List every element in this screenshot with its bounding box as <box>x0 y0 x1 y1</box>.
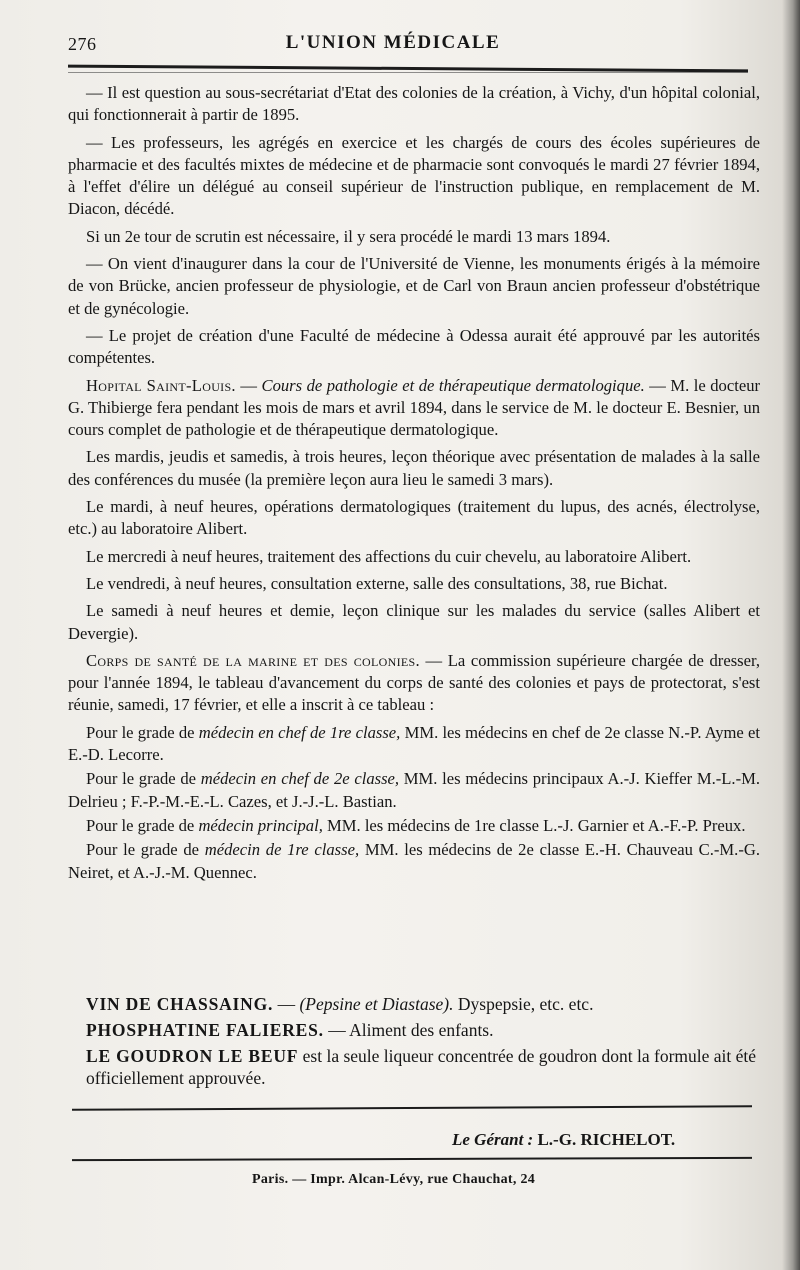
advertisements <box>86 993 766 1093</box>
gerant-signature <box>452 1130 675 1150</box>
promotion-entry <box>68 839 760 884</box>
page-header <box>68 28 758 64</box>
promotion-lead: Pour le grade de <box>86 769 197 789</box>
corps-heading: Corps de santé de la marine et des colonies. <box>86 650 420 670</box>
ad-phosphatine <box>86 1019 766 1041</box>
ad-text: est la seule liqueur concentrée de goudron dont la formule ait été officiellement approuvée. <box>86 1046 757 1088</box>
gerant-name: L.-G. RICHELOT. <box>537 1130 676 1149</box>
ad-brand: LE GOUDRON LE BEUF <box>86 1046 299 1066</box>
promotion-grade: médecin de 1re classe, <box>204 840 360 860</box>
hopital-course-title: Cours de pathologie et de thérapeutique dermatologique. <box>261 375 645 395</box>
schedule-item: Le mercredi à neuf heures, traitement des affections du cuir chevelu, au laboratoire Alibert. <box>86 546 692 566</box>
schedule-item: Les mardis, jeudis et samedis, à trois heures, leçon théorique avec présentation de malades à la salle des conférences du musée (la première leçon aura lieu le samedi 3 mars). <box>68 447 760 489</box>
ad-brand: PHOSPHATINE FALIERES. <box>86 1020 324 1040</box>
page-number: 276 <box>68 34 97 54</box>
header-rule-thin <box>68 72 748 73</box>
promotion-lead: Pour le grade de <box>86 815 195 835</box>
schedule-item: Le samedi à neuf heures et demie, leçon clinique sur les malades du service (salles Alibert et Devergie). <box>68 601 760 643</box>
promotion-lead: Pour le grade de <box>86 840 200 860</box>
news-paragraph-odessa: — Le projet de création d'une Faculté de médecine à Odessa aurait été approuvé par les autorités compétentes. <box>68 325 760 368</box>
footer-rule-bottom <box>72 1157 752 1161</box>
hopital-intro: Hopital Saint-Louis. — Cours de pathologie et de thérapeutique dermatologique. — M. le docteur G. Thibierge fera pendant les mois de mars et avril 1894, dans le service de M. le docteur E. Besnier, un cours complet de pathologie et de thérapeutique dermatologique. <box>68 375 761 440</box>
news-paragraph-second-round: Si un 2e tour de scrutin est nécessaire, il y sera procédé le mardi 13 mars 1894. <box>86 226 611 246</box>
book-spine-shadow <box>782 0 800 1270</box>
corps-intro: Corps de santé de la marine et des colonies. — La commission supérieure chargée de dresser, pour l'année 1894, le tableau d'avancement du corps de santé des colonies et pays de protectorat, s'est réunie, samedi, 17 février, et elle a inscrit à ce tableau : <box>68 650 760 715</box>
ad-vin-de-chassaing <box>86 993 766 1015</box>
promotion-entry <box>68 768 760 813</box>
promotion-entry <box>68 815 760 837</box>
news-paragraph-election: — Les professeurs, les agrégés en exercice et les chargés de cours des écoles supérieures de pharmacie et des facultés mixtes de médecine et de pharmacie sont convoqués le mardi 27 février 1894, à l'effet d'élire un délégué au conseil supérieur de l'instruction publique, en remplacement de M. Diacon, décédé. <box>68 132 760 219</box>
hopital-heading: Hopital Saint-Louis. <box>86 375 236 395</box>
promotion-grade: médecin en chef de 1re classe, <box>198 722 401 742</box>
promotion-names: MM. les médecins principaux A.-J. Kieffer M.-L.-M. Delrieu ; F.-P.-M.-E.-L. Cazes, et J.-J.-L. Bastian. <box>68 769 760 811</box>
ad-goudron <box>86 1045 766 1089</box>
news-paragraph-vienna: — On vient d'inaugurer dans la cour de l'Université de Vienne, les monuments érigés à la mémoire de von Brücke, ancien professeur de physiologie, et de Carl von Braun ancien professeur d'obstétrique et de gynécologie. <box>68 254 760 318</box>
running-title: L'UNION MÉDICALE <box>285 32 501 53</box>
footer-rule <box>72 1105 752 1111</box>
promotion-grade: médecin en chef de 2e classe, <box>200 769 400 789</box>
ad-text: Aliment des enfants. <box>349 1020 494 1040</box>
article-body <box>68 82 760 886</box>
ad-dash: — <box>323 1020 350 1040</box>
corps-intro-text: La commission supérieure chargée de dresser, pour l'année 1894, le tableau d'avancement du corps de santé des colonies et pays de protectorat, s'est réunie, samedi, 17 février, et elle a inscrit à ce tableau : <box>68 650 760 715</box>
ad-dash: — <box>273 994 300 1014</box>
ad-brand: VIN DE CHASSAING. <box>86 994 274 1014</box>
hopital-intro-text: M. le docteur G. Thibierge fera pendant les mois de mars et avril 1894, dans le service de M. le docteur E. Besnier, un cours complet de pathologie et de thérapeutique dermatologique. <box>68 375 761 440</box>
promotion-names: MM. les médecins en chef de 2e classe N.-P. Ayme et E.-D. Lecorre. <box>68 722 761 765</box>
promotion-lead: Pour le grade de <box>86 722 195 742</box>
gerant-label: Le Gérant : <box>452 1130 534 1149</box>
printer-imprint: Paris. — Impr. Alcan-Lévy, rue Chauchat, 24 <box>252 1172 536 1187</box>
ad-paren: (Pepsine et Diastase). <box>299 994 454 1014</box>
ad-text: Dyspepsie, etc. etc. <box>453 994 594 1014</box>
schedule-item: Le vendredi, à neuf heures, consultation externe, salle des consultations, 38, rue Bichat. <box>86 573 668 593</box>
schedule-item: Le mardi, à neuf heures, opérations dermatologiques (traitement du lupus, des acnés, électrolyse, etc.) au laboratoire Alibert. <box>68 497 760 539</box>
promotion-entry <box>68 722 760 767</box>
promotion-grade: médecin principal, <box>198 815 323 835</box>
promotion-names: MM. les médecins de 2e classe E.-H. Chauveau C.-M.-G. Neiret, et A.-J.-M. Quennec. <box>68 840 760 882</box>
promotion-names: MM. les médecins de 1re classe L.-J. Garnier et A.-F.-P. Preux. <box>327 815 746 835</box>
news-paragraph-vichy: — Il est question au sous-secrétariat d'Etat des colonies de la création, à Vichy, d'un hôpital colonial, qui fonctionnerait à partir de 1895. <box>68 83 760 125</box>
